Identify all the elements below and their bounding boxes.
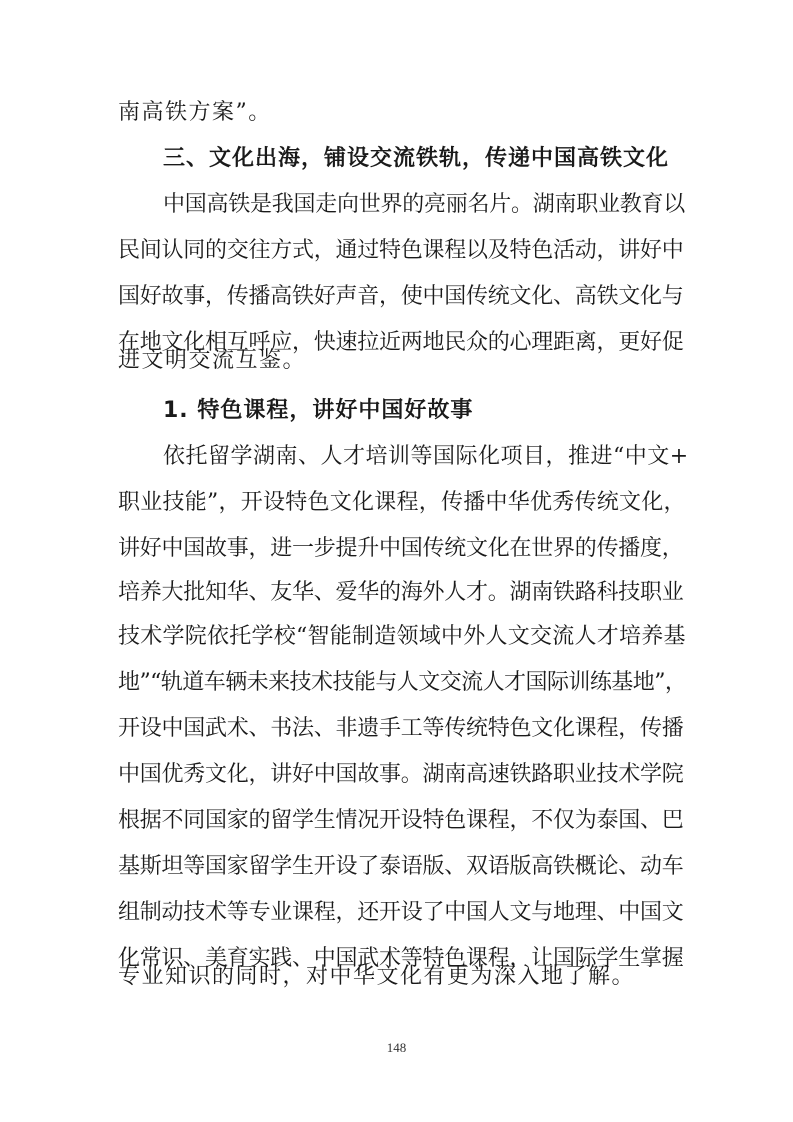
paragraph-line: 民间认同的交往方式，通过特色课程以及特色活动，讲好中	[118, 238, 684, 263]
paragraph-line: 基斯坦等国家留学生开设了泰语版、双语版高铁概论、动车	[118, 854, 684, 879]
paragraph-line: 中国高铁是我国走向世界的亮丽名片。湖南职业教育以	[163, 192, 686, 217]
paragraph-continuation: 南高铁方案”。	[118, 100, 272, 125]
section-heading: 三、文化出海，铺设交流铁轨，传递中国高铁文化	[163, 146, 670, 171]
paragraph-line: 专业知识的同时，对中华文化有更为深入地了解。	[118, 964, 636, 989]
paragraph-line: 地”“轨道车辆未来技术技能与人文交流人才国际训练基地”，	[118, 670, 687, 695]
paragraph-line: 在地文化相互呼应，快速拉近两地民众的心理距离，更好促	[118, 330, 684, 355]
paragraph-line: 讲好中国故事，进一步提升中国传统文化在世界的传播度，	[118, 536, 684, 561]
paragraph-line: 开设中国武术、书法、非遗手工等传统特色文化课程，传播	[118, 716, 684, 741]
paragraph-line: 根据不同国家的留学生情况开设特色课程，不仅为泰国、巴	[118, 808, 684, 833]
paragraph-line: 职业技能”，开设特色文化课程，传播中华优秀传统文化，	[118, 490, 686, 515]
paragraph-line: 培养大批知华、友华、爱华的海外人才。湖南铁路科技职业	[118, 580, 684, 605]
paragraph-line: 化常识、美育实践、中国武术等特色课程，让国际学生掌握	[118, 946, 684, 971]
paragraph-line: 国好故事，传播高铁好声音，使中国传统文化、高铁文化与	[118, 284, 684, 309]
page-number: 148	[386, 1040, 407, 1055]
paragraph-line: 依托留学湖南、人才培训等国际化项目，推进“中文+	[163, 444, 689, 469]
paragraph-line: 中国优秀文化，讲好中国故事。湖南高速铁路职业技术学院	[118, 762, 684, 787]
paragraph-line: 技术学院依托学校“智能制造领域中外人文交流人才培养基	[118, 624, 686, 649]
paragraph-line: 组制动技术等专业课程，还开设了中国人文与地理、中国文	[118, 900, 684, 925]
subsection-heading: 1. 特色课程，讲好中国好故事	[163, 398, 474, 423]
paragraph-line: 进文明交流互鉴。	[118, 348, 307, 373]
